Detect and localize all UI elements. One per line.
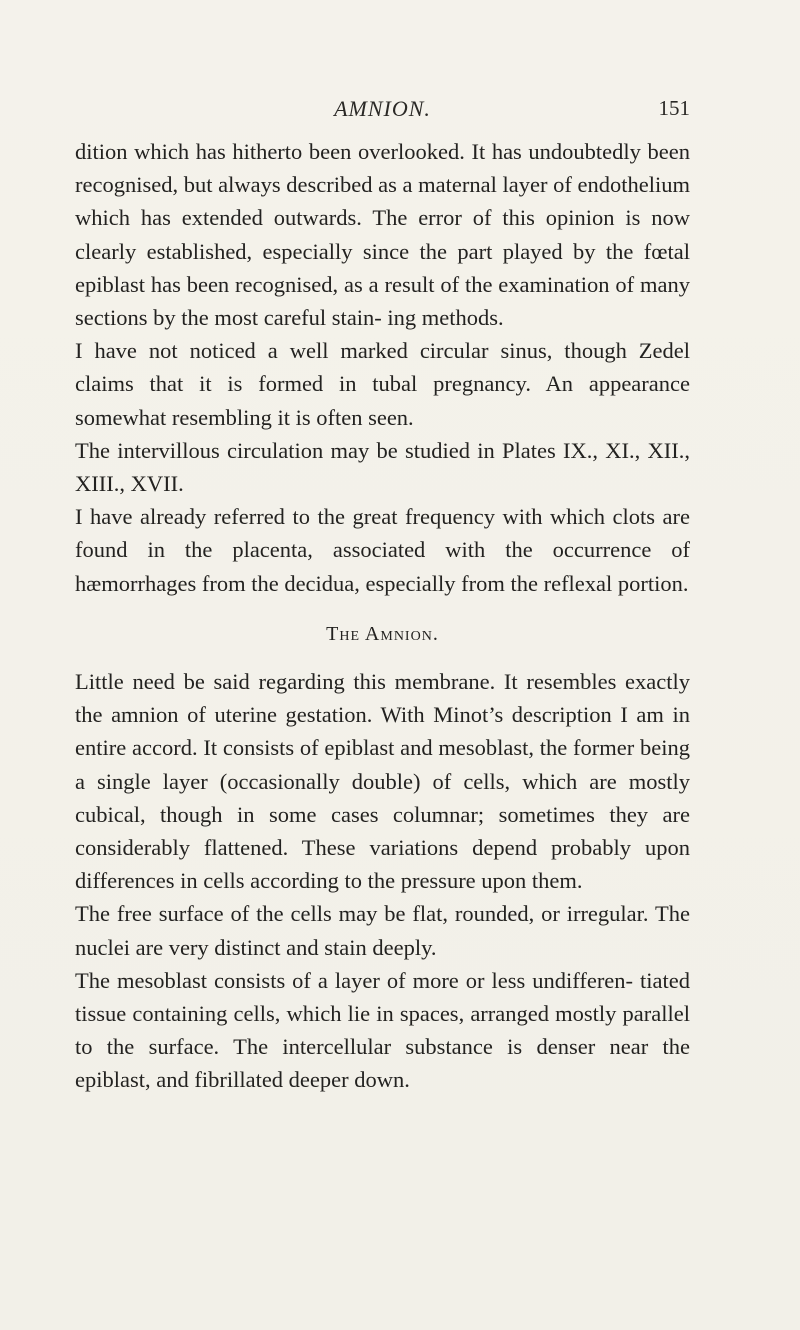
paragraph: I have already referred to the great frequency with which clots are found in the placenta, associated with the occurrence of hæmorrhages from the decidua, especially from the reflexal portion. [75,504,690,596]
paragraph: dition which has hitherto been overlooked. It has undoubtedly been recognised, but always described as a maternal layer of endothelium which has extended outwards. The error of this opinion is now clearly established, especially since the part played by the fœtal epiblast has been recognised, as a result of the examination of many sections by the most careful stain- ing methods. [75,139,690,331]
body-text [75,135,690,1097]
paragraph: I have not noticed a well marked circular sinus, though Zedel claims that it is formed in tubal pregnancy. An appearance somewhat resembling it is often seen. [75,338,690,430]
paragraph: The free surface of the cells may be flat, rounded, or irregular. The nuclei are very distinct and stain deeply. [75,901,690,960]
page-number: 151 [658,96,690,120]
paragraph: The intervillous circulation may be studied in Plates IX., XI., XII., XIII., XVII. [75,437,690,497]
paragraph: The mesoblast consists of a layer of more or less undifferen- tiated tissue containing cells, which lie in spaces, arranged mostly parallel to the surface. The intercellular substance is denser near the epiblast, and fibrillated deeper down. [75,967,690,1093]
running-head [75,94,690,126]
running-title: AMNION. [334,96,431,121]
section-heading: The Amnion. [326,622,439,645]
paragraph: Little need be said regarding this membrane. It resembles exactly the amnion of uterine gestation. With Minot’s description I am in entire accord. It consists of epiblast and mesoblast, the former being a single layer (occasionally double) of cells, which are mostly cubical, though in some cases columnar; sometimes they are considerably flattened. These variations depend probably upon differences in cells according to the pressure upon them. [75,669,690,894]
